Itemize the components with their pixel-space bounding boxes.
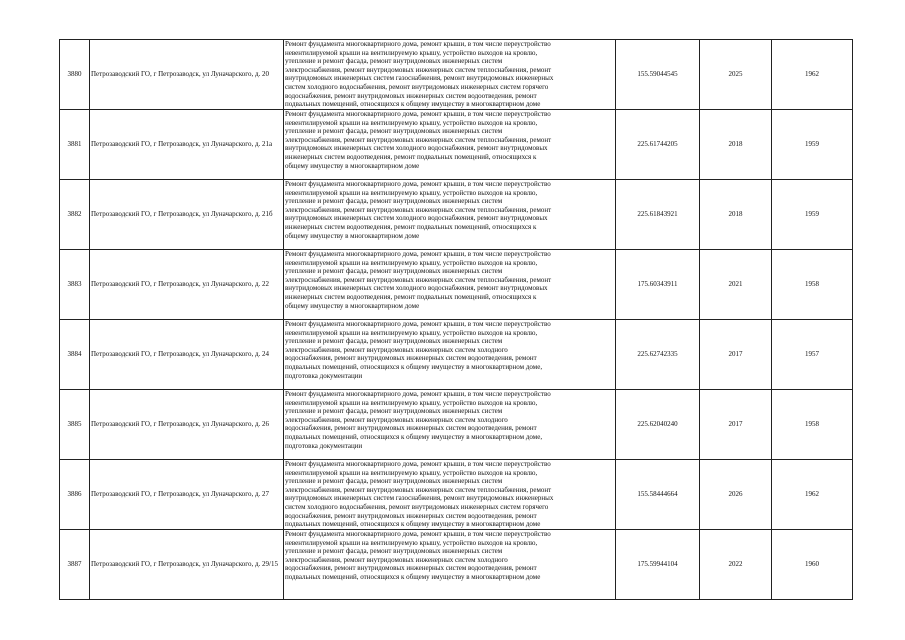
works-cell: Ремонт фундамента многоквартирного дома, ремонт крыши, в том числе переустройство невентилируемой крыши на вентилируемую крышу, устройство выходов на кровлю, утепление и ремонт фасада, ремонт внутридомовых инженерных систем электроснабжения, ремонт внутридомовых инженерных систем холодного водоснабжения, ремонт внутридомовых инженерных систем водоотведения, ремонт подвальных помещений, относящихся к общему имуществу в многоквартирном доме, подготовка документации — [284, 320, 616, 390]
repair-year-cell: 2026 — [700, 460, 772, 530]
cost-cell: 155.58444664 — [616, 460, 700, 530]
table-body — [60, 40, 853, 600]
works-cell: Ремонт фундамента многоквартирного дома, ремонт крыши, в том числе переустройство невентилируемой крыши на вентилируемую крышу, устройство выходов на кровлю, утепление и ремонт фасада, ремонт внутридомовых инженерных систем электроснабжения, ремонт внутридомовых инженерных систем теплоснабжения, ремонт внутридомовых инженерных систем газоснабжения, ремонт внутридомовых инженерных систем холодного водоснабжения, ремонт внутридомовых инженерных систем горячего водоснабжения, ремонт внутридомовых инженерных систем водоотведения, ремонт подвальных помещений, относящихся к общему имуществу в многоквартирном доме — [284, 460, 616, 530]
built-year-cell: 1959 — [772, 110, 853, 180]
table-row — [60, 530, 853, 600]
cost-cell: 175.59944104 — [616, 530, 700, 600]
built-year-cell: 1957 — [772, 320, 853, 390]
table-row — [60, 390, 853, 460]
repair-year-cell: 2021 — [700, 250, 772, 320]
repair-year-cell: 2022 — [700, 530, 772, 600]
capital-repair-table — [59, 39, 853, 600]
works-cell: Ремонт фундамента многоквартирного дома, ремонт крыши, в том числе переустройство невентилируемой крыши на вентилируемую крышу, устройство выходов на кровлю, утепление и ремонт фасада, ремонт внутридомовых инженерных систем электроснабжения, ремонт внутридомовых инженерных систем теплоснабжения, ремонт внутридомовых инженерных систем газоснабжения, ремонт внутридомовых инженерных систем холодного водоснабжения, ремонт внутридомовых инженерных систем горячего водоснабжения, ремонт внутридомовых инженерных систем водоотведения, ремонт подвальных помещений, относящихся к общему имуществу в многоквартирном доме — [284, 40, 616, 110]
table-row — [60, 40, 853, 110]
address-cell: Петрозаводский ГО, г Петрозаводск, ул Луначарского, д. 26 — [90, 390, 284, 460]
built-year-cell: 1959 — [772, 180, 853, 250]
repair-year-cell: 2017 — [700, 320, 772, 390]
built-year-cell: 1958 — [772, 390, 853, 460]
address-cell: Петрозаводский ГО, г Петрозаводск, ул Луначарского, д. 24 — [90, 320, 284, 390]
row-number: 3882 — [60, 180, 90, 250]
row-number: 3883 — [60, 250, 90, 320]
repair-year-cell: 2018 — [700, 110, 772, 180]
works-cell: Ремонт фундамента многоквартирного дома, ремонт крыши, в том числе переустройство невентилируемой крыши на вентилируемую крышу, устройство выходов на кровлю, утепление и ремонт фасада, ремонт внутридомовых инженерных систем электроснабжения, ремонт внутридомовых инженерных систем холодного водоснабжения, ремонт внутридомовых инженерных систем водоотведения, ремонт подвальных помещений, относящихся к общему имуществу в многоквартирном доме, подготовка документации — [284, 390, 616, 460]
table-row — [60, 180, 853, 250]
row-number: 3881 — [60, 110, 90, 180]
table-row — [60, 250, 853, 320]
cost-cell: 225.61744205 — [616, 110, 700, 180]
cost-cell: 175.60343911 — [616, 250, 700, 320]
cost-cell: 225.62040240 — [616, 390, 700, 460]
built-year-cell: 1960 — [772, 530, 853, 600]
address-cell: Петрозаводский ГО, г Петрозаводск, ул Луначарского, д. 27 — [90, 460, 284, 530]
built-year-cell: 1962 — [772, 40, 853, 110]
table-row — [60, 110, 853, 180]
address-cell: Петрозаводский ГО, г Петрозаводск, ул Луначарского, д. 20 — [90, 40, 284, 110]
works-cell: Ремонт фундамента многоквартирного дома, ремонт крыши, в том числе переустройство невентилируемой крыши на вентилируемую крышу, устройство выходов на кровлю, утепление и ремонт фасада, ремонт внутридомовых инженерных систем электроснабжения, ремонт внутридомовых инженерных систем теплоснабжения, ремонт внутридомовых инженерных систем холодного водоснабжения, ремонт внутридомовых инженерных систем водоотведения, ремонт подвальных помещений, относящихся к общему имуществу в многоквартирном доме — [284, 180, 616, 250]
works-cell: Ремонт фундамента многоквартирного дома, ремонт крыши, в том числе переустройство невентилируемой крыши на вентилируемую крышу, устройство выходов на кровлю, утепление и ремонт фасада, ремонт внутридомовых инженерных систем электроснабжения, ремонт внутридомовых инженерных систем холодного водоснабжения, ремонт внутридомовых инженерных систем водоотведения, ремонт подвальных помещений, относящихся к общему имуществу в многоквартирном доме — [284, 530, 616, 600]
row-number: 3886 — [60, 460, 90, 530]
repair-year-cell: 2018 — [700, 180, 772, 250]
address-cell: Петрозаводский ГО, г Петрозаводск, ул Луначарского, д. 22 — [90, 250, 284, 320]
cost-cell: 155.59044545 — [616, 40, 700, 110]
row-number: 3885 — [60, 390, 90, 460]
row-number: 3884 — [60, 320, 90, 390]
table-row — [60, 320, 853, 390]
repair-year-cell: 2025 — [700, 40, 772, 110]
built-year-cell: 1958 — [772, 250, 853, 320]
cost-cell: 225.62742335 — [616, 320, 700, 390]
row-number: 3880 — [60, 40, 90, 110]
table-row — [60, 460, 853, 530]
built-year-cell: 1962 — [772, 460, 853, 530]
address-cell: Петрозаводский ГО, г Петрозаводск, ул Луначарского, д. 21а — [90, 110, 284, 180]
address-cell: Петрозаводский ГО, г Петрозаводск, ул Луначарского, д. 29/15 — [90, 530, 284, 600]
row-number: 3887 — [60, 530, 90, 600]
cost-cell: 225.61843921 — [616, 180, 700, 250]
works-cell: Ремонт фундамента многоквартирного дома, ремонт крыши, в том числе переустройство невентилируемой крыши на вентилируемую крышу, устройство выходов на кровлю, утепление и ремонт фасада, ремонт внутридомовых инженерных систем электроснабжения, ремонт внутридомовых инженерных систем теплоснабжения, ремонт внутридомовых инженерных систем холодного водоснабжения, ремонт внутридомовых инженерных систем водоотведения, ремонт подвальных помещений, относящихся к общему имуществу в многоквартирном доме — [284, 110, 616, 180]
address-cell: Петрозаводский ГО, г Петрозаводск, ул Луначарского, д. 21б — [90, 180, 284, 250]
repair-year-cell: 2017 — [700, 390, 772, 460]
works-cell: Ремонт фундамента многоквартирного дома, ремонт крыши, в том числе переустройство невентилируемой крыши на вентилируемую крышу, устройство выходов на кровлю, утепление и ремонт фасада, ремонт внутридомовых инженерных систем электроснабжения, ремонт внутридомовых инженерных систем теплоснабжения, ремонт внутридомовых инженерных систем холодного водоснабжения, ремонт внутридомовых инженерных систем водоотведения, ремонт подвальных помещений, относящихся к общему имуществу в многоквартирном доме — [284, 250, 616, 320]
